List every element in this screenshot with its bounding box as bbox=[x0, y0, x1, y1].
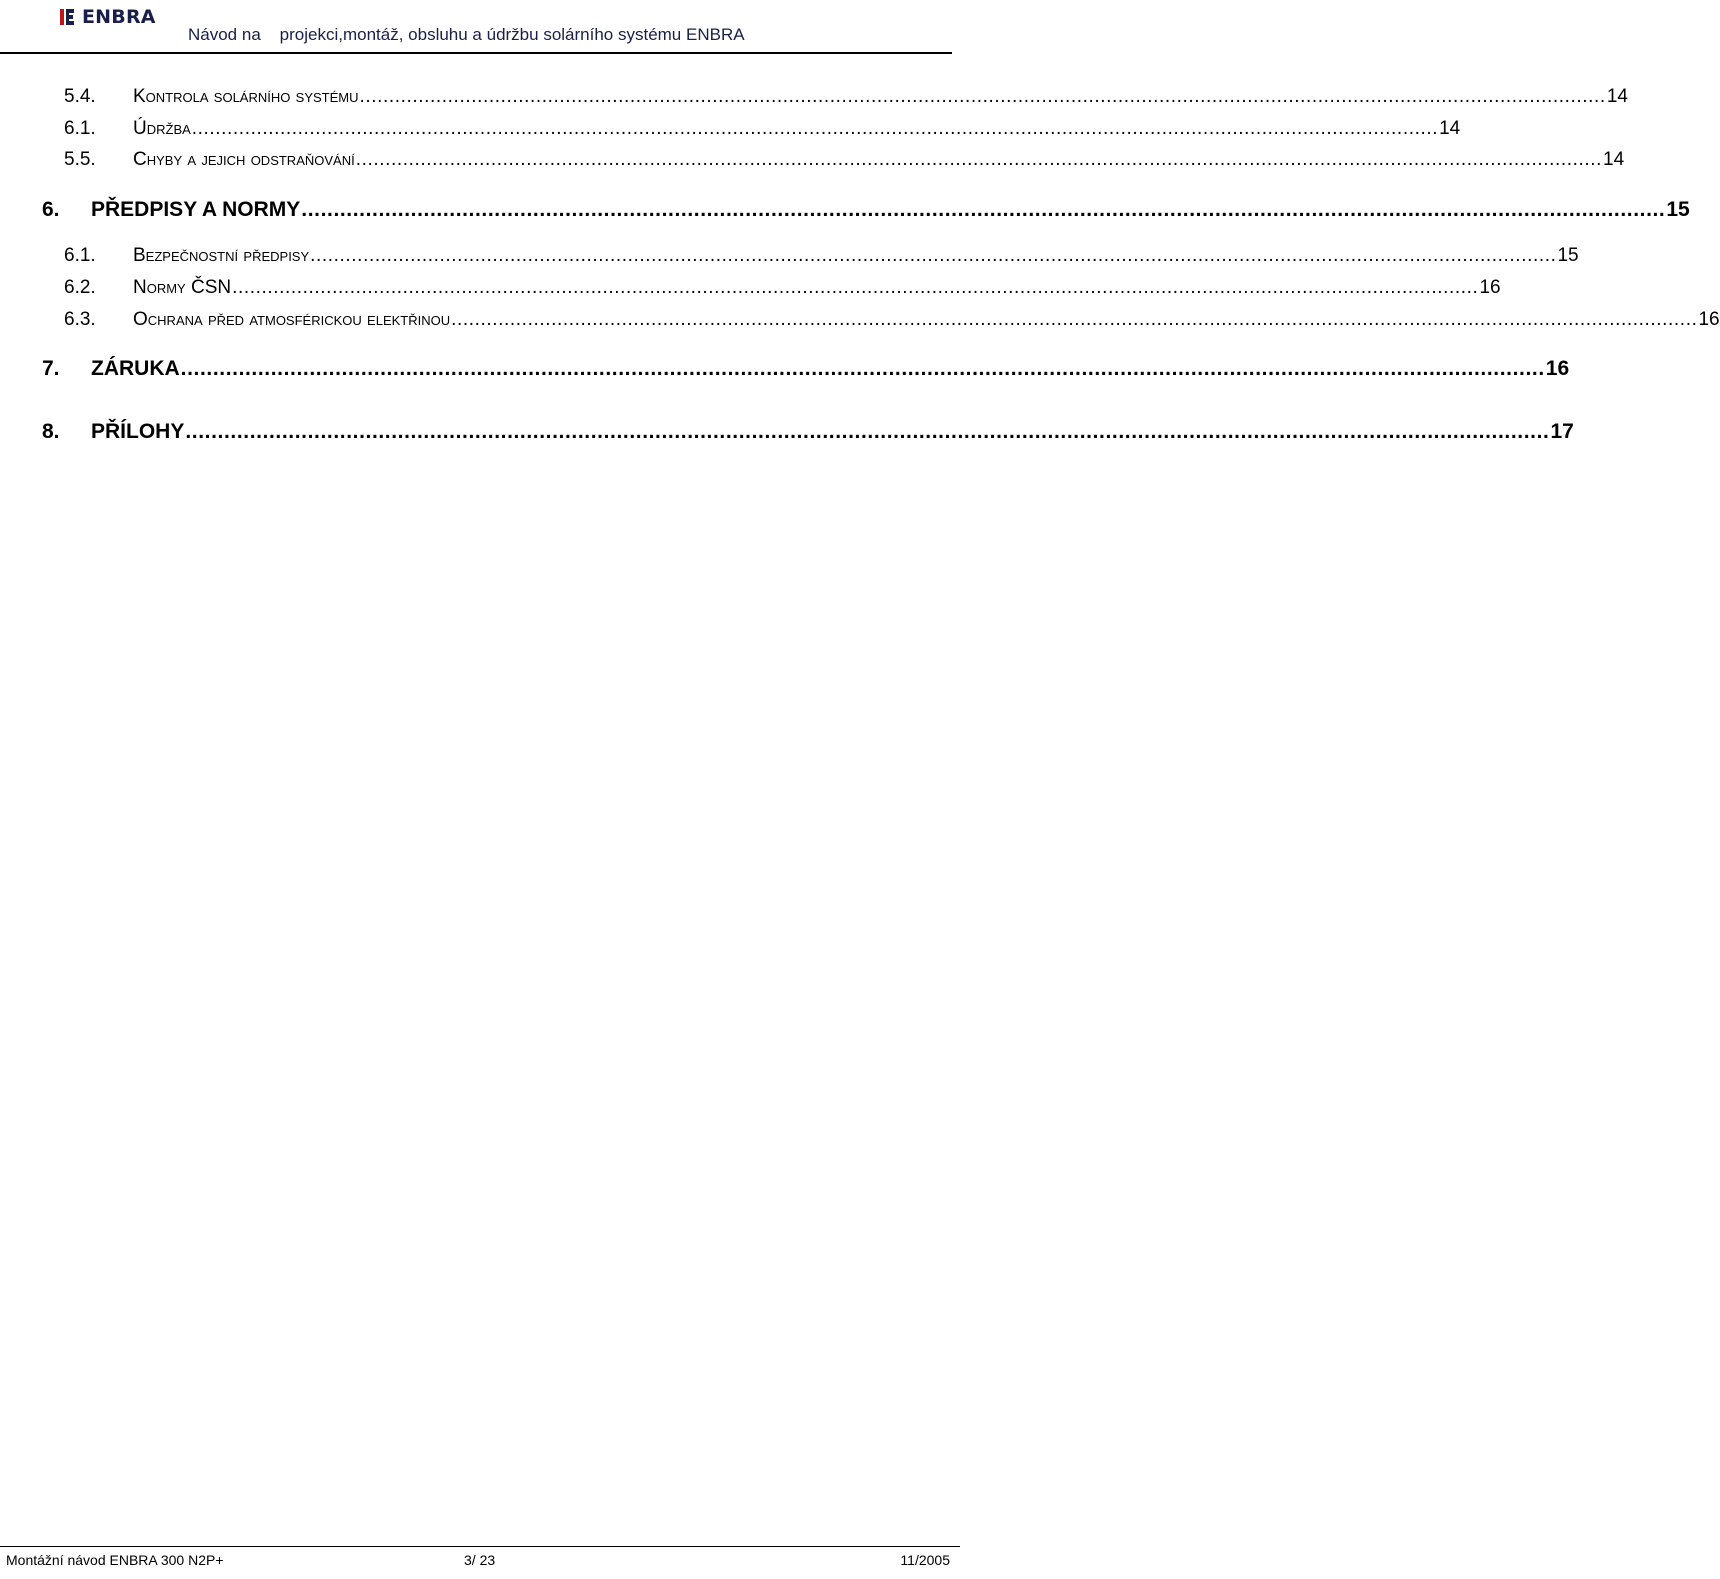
toc-entry[interactable] bbox=[0, 244, 1579, 268]
page-header bbox=[0, 0, 960, 56]
toc-entry[interactable] bbox=[0, 357, 1570, 381]
toc-dot-leader: .................................................................................................................................................................................................................... bbox=[451, 309, 1698, 330]
toc-entry-page: 16 bbox=[1698, 309, 1720, 330]
footer-divider bbox=[0, 1546, 960, 1547]
toc-dot-leader: .................................................................................................................................................................................................................... bbox=[359, 86, 1606, 107]
footer-page-number: 3/ 23 bbox=[464, 1552, 496, 1568]
toc-entry-title: Normy ČSN bbox=[133, 277, 232, 298]
toc-dot-leader: .................................................................................................................................................................................................................... bbox=[185, 420, 1550, 443]
toc-entry-page: 14 bbox=[1439, 118, 1461, 139]
toc-entry-page: 16 bbox=[1479, 277, 1501, 298]
footer-document-name: Montážní návod ENBRA 300 N2P+ bbox=[6, 1552, 224, 1568]
toc-entry-number: 8. bbox=[42, 420, 60, 443]
toc-entry-number: 6. bbox=[42, 198, 60, 221]
toc-dot-leader: .................................................................................................................................................................................................................... bbox=[191, 118, 1439, 139]
toc-dot-leader: .................................................................................................................................................................................................................... bbox=[310, 245, 1557, 266]
toc-entry-page: 14 bbox=[1603, 149, 1625, 170]
toc-entry-page: 17 bbox=[1550, 420, 1574, 443]
toc-entry-title: ZÁRUKA bbox=[91, 357, 180, 380]
toc-entry-title: Bezpečnostní předpisy bbox=[133, 245, 310, 266]
enbra-logo-icon bbox=[60, 8, 78, 26]
toc-entry-page: 16 bbox=[1545, 357, 1570, 380]
toc-entry-number: 5.4. bbox=[64, 86, 96, 107]
toc-entry-number: 6.1. bbox=[64, 118, 96, 139]
toc-entry[interactable] bbox=[0, 308, 1720, 332]
toc-entry-page: 15 bbox=[1666, 198, 1690, 221]
toc-dot-leader: .................................................................................................................................................................................................................... bbox=[301, 198, 1666, 221]
toc-entry-page: 14 bbox=[1606, 86, 1628, 107]
toc-entry-number: 6.1. bbox=[64, 245, 96, 266]
page-footer bbox=[0, 1551, 960, 1573]
toc-dot-leader: .................................................................................................................................................................................................................... bbox=[180, 357, 1545, 380]
toc-dot-leader: .................................................................................................................................................................................................................... bbox=[232, 277, 1479, 298]
header-title: Návod na projekci,montáž, obsluhu a údržbu solárního systému ENBRA bbox=[188, 25, 745, 44]
toc-entry-title: Údržba bbox=[133, 118, 191, 139]
toc-entry[interactable] bbox=[0, 420, 1574, 444]
toc-entry-number: 6.2. bbox=[64, 277, 96, 298]
toc-entry-number: 5.5. bbox=[64, 149, 96, 170]
toc-entry-title: PŘÍLOHY bbox=[91, 420, 185, 443]
toc-entry-title: Chyby a jejich odstraňování bbox=[133, 149, 355, 170]
footer-date: 11/2005 bbox=[900, 1552, 950, 1568]
toc-entry[interactable] bbox=[0, 148, 1625, 172]
toc-dot-leader: .................................................................................................................................................................................................................... bbox=[355, 149, 1603, 170]
toc-entry[interactable] bbox=[0, 85, 1628, 109]
toc-entry-title: Kontrola solárního systému bbox=[133, 86, 359, 107]
toc-entry-title: Ochrana před atmosférickou elektřinou bbox=[133, 309, 451, 330]
toc-entry[interactable] bbox=[0, 276, 1501, 300]
logo-text: ENBRA bbox=[82, 6, 156, 28]
toc-entry[interactable] bbox=[0, 198, 1690, 222]
toc-entry-number: 6.3. bbox=[64, 309, 96, 330]
toc-entry-number: 7. bbox=[42, 357, 60, 380]
toc-entry-title: PŘEDPISY A NORMY bbox=[91, 198, 301, 221]
toc-entry[interactable] bbox=[0, 117, 1461, 141]
enbra-logo bbox=[60, 7, 156, 27]
toc-entry-page: 15 bbox=[1557, 245, 1579, 266]
header-divider bbox=[0, 52, 952, 54]
